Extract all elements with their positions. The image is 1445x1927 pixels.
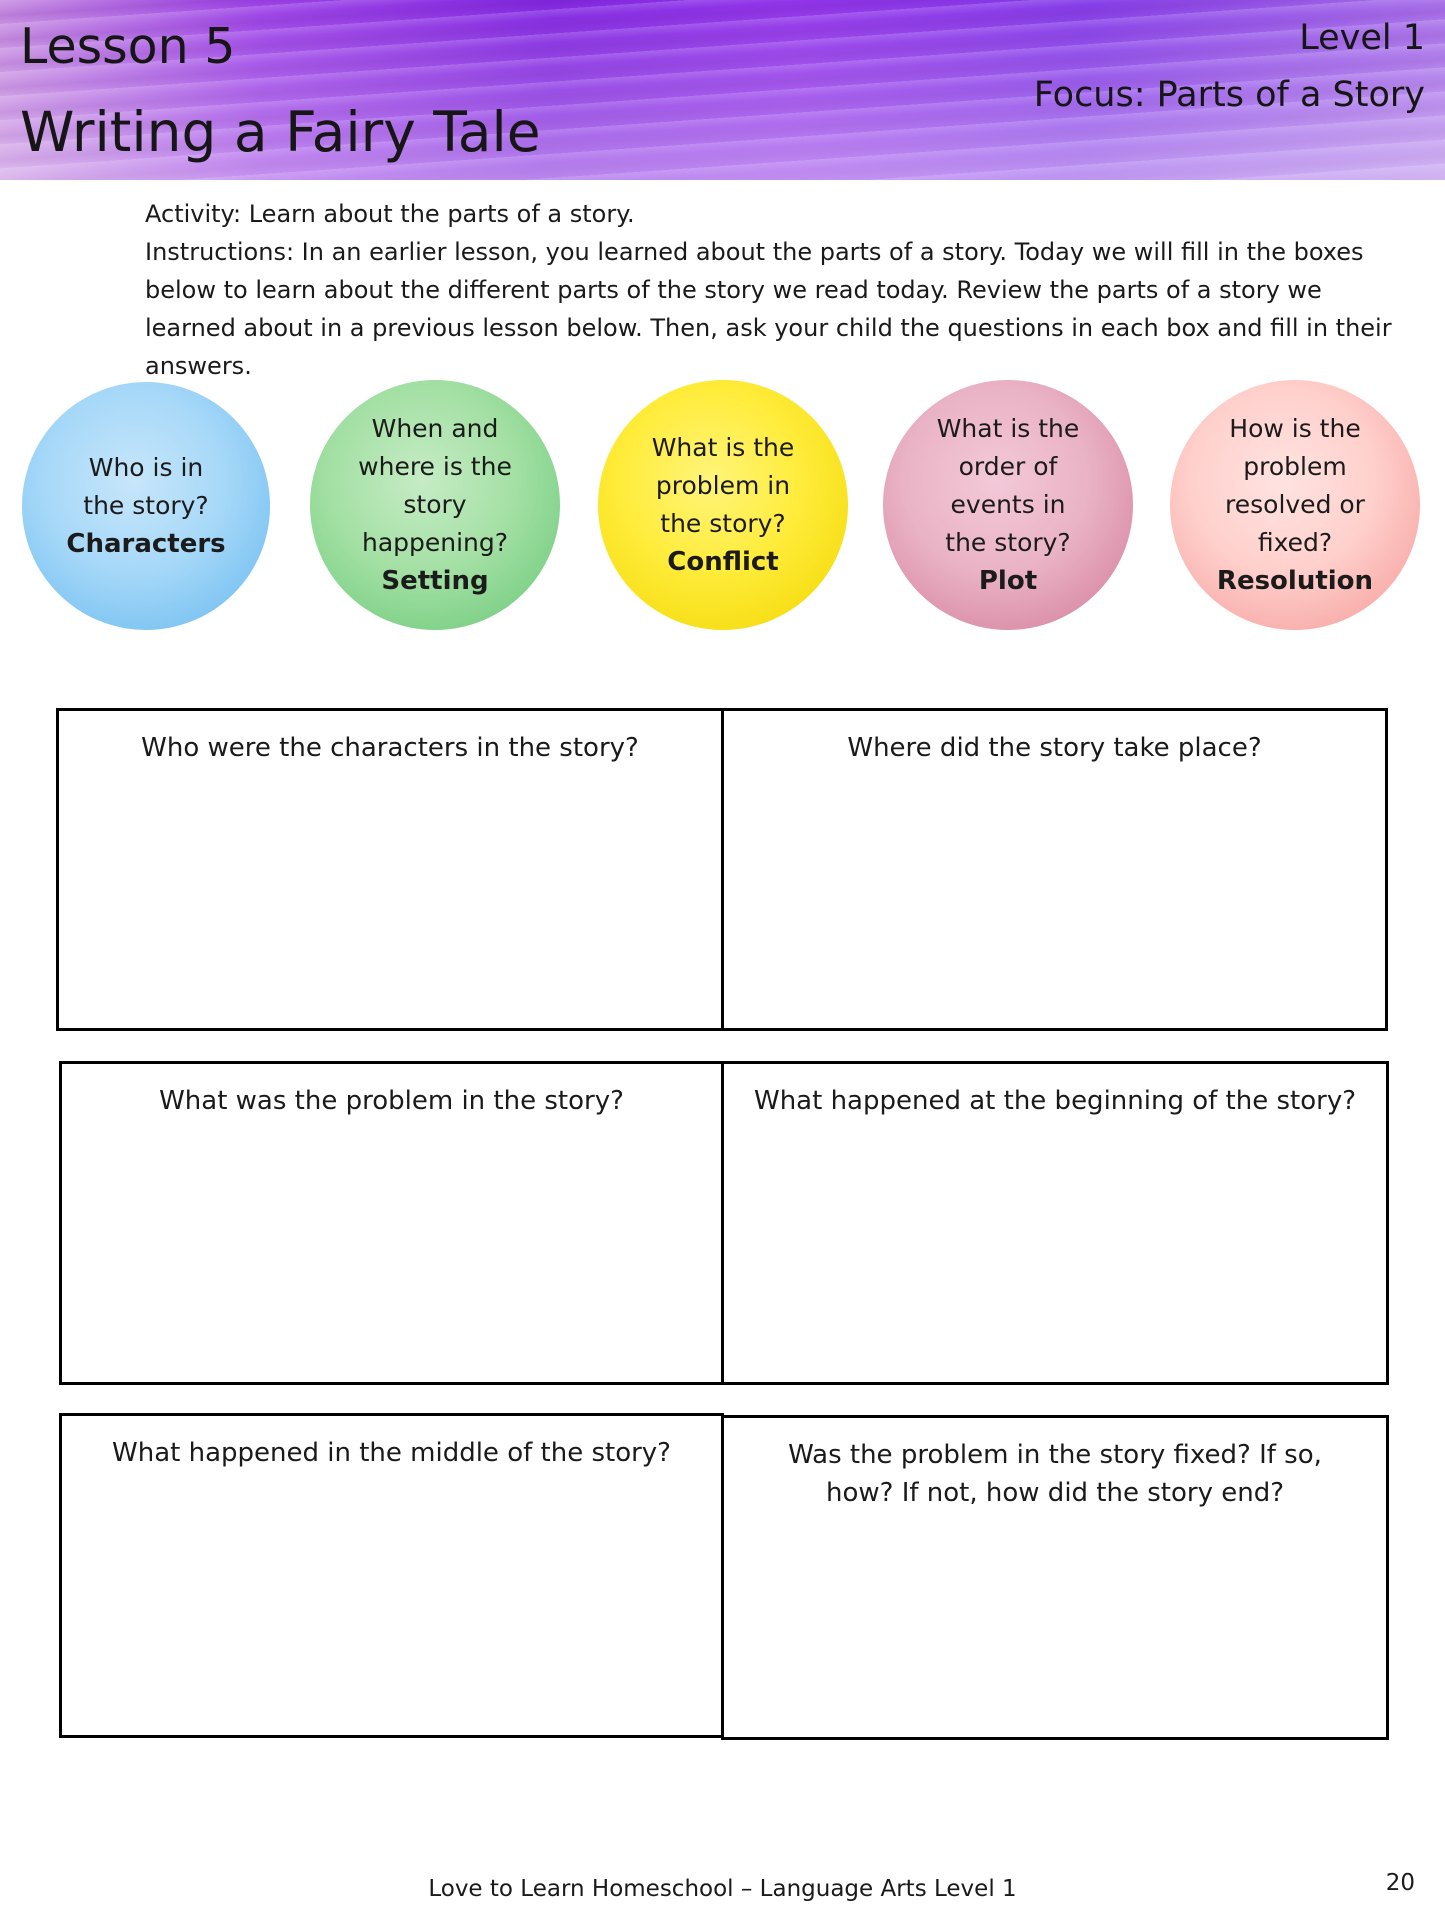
answer-box-question: Was the problem in the story fixed? If so, how? If not, how did the story end?	[788, 1440, 1322, 1508]
answer-box-setting[interactable]	[721, 708, 1388, 1031]
answer-box-middle[interactable]	[59, 1413, 724, 1738]
footer-text: Love to Learn Homeschool – Language Arts Level 1	[428, 1876, 1017, 1902]
story-part-conflict	[598, 380, 848, 630]
answer-box-question: What was the problem in the story?	[159, 1086, 624, 1116]
answer-box-problem[interactable]	[59, 1061, 724, 1385]
story-part-question: What is the problem in the story?	[651, 433, 795, 538]
activity-text: Activity: Learn about the parts of a story.	[145, 200, 635, 228]
header-banner	[0, 0, 1445, 180]
intro-section	[145, 195, 1405, 385]
story-part-question: When and where is the story happening?	[358, 414, 512, 557]
story-part-term: Plot	[978, 566, 1038, 596]
story-part-setting	[310, 380, 560, 630]
answer-box-question: Where did the story take place?	[847, 733, 1262, 763]
lesson-number: Lesson 5	[20, 18, 236, 75]
level-label: Level 1	[1299, 18, 1425, 58]
instructions-text: Instructions: In an earlier lesson, you learned about the parts of a story. Today we will fill in the boxes below to learn about the different parts of the story we read today. Review the parts of a story we learned about in a previous lesson below. Then, ask your child the questions in each box and fill in their answers.	[145, 238, 1392, 380]
page-number: 20	[1385, 1870, 1415, 1896]
answer-box-ending[interactable]	[721, 1415, 1389, 1740]
focus-label: Focus: Parts of a Story	[1033, 75, 1425, 115]
answer-box-question: Who were the characters in the story?	[141, 733, 639, 763]
story-part-characters	[22, 382, 270, 630]
story-part-resolution	[1170, 380, 1420, 630]
page-title: Writing a Fairy Tale	[20, 100, 541, 164]
story-part-question: What is the order of events in the story?	[936, 414, 1080, 557]
story-part-question: Who is in the story?	[83, 453, 209, 520]
story-part-question: How is the problem resolved or fixed?	[1225, 414, 1365, 557]
story-part-term: Resolution	[1216, 566, 1374, 596]
story-part-term: Setting	[381, 566, 489, 596]
answer-box-characters[interactable]	[56, 708, 724, 1031]
story-part-plot	[883, 380, 1133, 630]
answer-box-question: What happened in the middle of the story?	[112, 1438, 671, 1468]
story-part-term: Conflict	[667, 547, 779, 577]
answer-box-beginning[interactable]	[721, 1061, 1389, 1385]
story-part-term: Characters	[66, 529, 226, 559]
answer-box-question: What happened at the beginning of the story?	[754, 1086, 1356, 1116]
